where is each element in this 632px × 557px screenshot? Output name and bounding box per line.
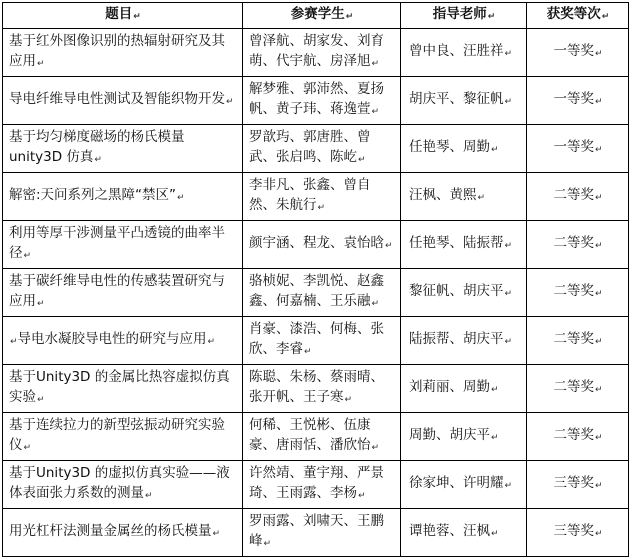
table-row xyxy=(3,413,629,461)
title-text: 导电水凝胶导电性的研究与应用 xyxy=(17,331,207,347)
paragraph-mark: ↵ xyxy=(477,193,486,203)
paragraph-mark: ↵ xyxy=(504,481,513,491)
cell-students xyxy=(243,413,401,461)
title-text: 利用等厚干涉测量平凸透镜的曲率半径 xyxy=(9,225,225,261)
cell-students xyxy=(243,509,401,557)
table-row xyxy=(3,365,629,413)
cell-award xyxy=(527,461,629,509)
cell-title xyxy=(3,461,243,509)
paragraph-mark: ↵ xyxy=(94,155,102,165)
title-text: 基于Unity3D 的虚拟仿真实验——液体表面张力系数的测量 xyxy=(9,465,230,501)
cell-advisors xyxy=(401,317,527,365)
paragraph-mark: ↵ xyxy=(23,443,32,453)
header-students-text: 参赛学生 xyxy=(290,6,345,22)
award-text: 三等奖 xyxy=(553,475,594,491)
paragraph-mark: ↵ xyxy=(491,529,499,539)
advisors-text: 胡庆平、黎征帆 xyxy=(409,91,504,107)
advisors-text: 谭艳蓉、汪枫 xyxy=(409,523,490,539)
cell-award xyxy=(527,413,629,461)
award-text: 二等奖 xyxy=(553,235,594,251)
students-text: 何稀、王悦彬、伍康豪、唐雨恬、潘欣怡 xyxy=(249,417,371,453)
title-text: 基于均匀梯度磁场的杨氏模量unity3D 仿真 xyxy=(9,129,185,165)
students-text: 颜宇涵、程龙、袁怡晗 xyxy=(249,235,384,251)
cell-award xyxy=(527,365,629,413)
cell-title xyxy=(3,77,243,125)
cell-title xyxy=(3,221,243,269)
table-row xyxy=(3,317,629,365)
award-text: 一等奖 xyxy=(553,139,594,155)
paragraph-mark: ↵ xyxy=(594,433,603,443)
title-text: 用光杠杆法测量金属丝的杨氏模量 xyxy=(9,523,212,539)
cell-students xyxy=(243,173,401,221)
advisors-text: 黎征帆、胡庆平 xyxy=(409,283,504,299)
paragraph-mark: ↵ xyxy=(304,347,312,357)
header-award-text: 获奖等次 xyxy=(546,6,601,22)
paragraph-mark: ↵ xyxy=(226,97,234,107)
title-text: 基于Unity3D 的金属比热容虚拟仿真实验 xyxy=(9,369,230,405)
students-text: 罗歆玙、郭唐胜、曾武、张启鸣、陈屹 xyxy=(249,129,371,165)
cell-award xyxy=(527,317,629,365)
table-row xyxy=(3,461,629,509)
title-text: 基于红外图像识别的热辐射研究及其应用 xyxy=(9,33,225,69)
table-row xyxy=(3,221,629,269)
awards-table-container xyxy=(2,2,628,557)
header-students xyxy=(243,3,401,29)
cell-title xyxy=(3,29,243,77)
cell-advisors xyxy=(401,509,527,557)
title-text: 基于连续拉力的新型弦振动研究实验仪 xyxy=(9,417,225,453)
award-text: 二等奖 xyxy=(553,379,594,395)
award-text: 一等奖 xyxy=(553,91,594,107)
advisors-text: 刘莉丽、周勤 xyxy=(409,379,490,395)
paragraph-mark: ↵ xyxy=(504,49,513,59)
cell-award xyxy=(527,125,629,173)
advisors-text: 周勤、胡庆平 xyxy=(409,427,490,443)
cell-advisors xyxy=(401,29,527,77)
paragraph-mark: ↵ xyxy=(594,337,603,347)
paragraph-mark: ↵ xyxy=(371,299,380,309)
paragraph-mark: ↵ xyxy=(37,299,45,309)
title-text: 基于碳纤维导电性的传感装置研究与应用 xyxy=(9,273,225,309)
paragraph-mark: ↵ xyxy=(594,49,603,59)
paragraph-mark: ↵ xyxy=(37,395,45,405)
paragraph-mark: ↵ xyxy=(491,433,499,443)
cell-award xyxy=(527,29,629,77)
cell-title xyxy=(3,365,243,413)
advisors-text: 陆振帮、胡庆平 xyxy=(409,331,504,347)
cell-title xyxy=(3,509,243,557)
paragraph-mark-leading: ↵ xyxy=(10,337,18,347)
paragraph-mark: ↵ xyxy=(601,12,610,22)
cell-award xyxy=(527,173,629,221)
cell-students xyxy=(243,29,401,77)
paragraph-mark: ↵ xyxy=(504,289,513,299)
header-title xyxy=(3,3,243,29)
header-advisors xyxy=(401,3,527,29)
paragraph-mark: ↵ xyxy=(594,241,603,251)
students-text: 解梦雅、郭沛然、夏扬帆、黄子玮、蒋逸萱 xyxy=(249,81,384,117)
table-row xyxy=(3,29,629,77)
table-row xyxy=(3,125,629,173)
paragraph-mark: ↵ xyxy=(23,251,32,261)
paragraph-mark: ↵ xyxy=(594,529,603,539)
paragraph-mark: ↵ xyxy=(487,12,496,22)
award-text: 一等奖 xyxy=(553,43,594,59)
cell-title xyxy=(3,317,243,365)
paragraph-mark: ↵ xyxy=(594,481,603,491)
cell-award xyxy=(527,269,629,317)
award-text: 三等奖 xyxy=(553,523,594,539)
cell-advisors xyxy=(401,413,527,461)
advisors-text: 徐家坤、许明耀 xyxy=(409,475,504,491)
table-row xyxy=(3,269,629,317)
students-text: 陈聪、朱杨、蔡雨晴、张开帆、王子寒 xyxy=(249,369,384,405)
paragraph-mark: ↵ xyxy=(133,12,141,22)
advisors-text: 汪枫、黄熙 xyxy=(409,187,477,203)
paragraph-mark: ↵ xyxy=(263,539,272,549)
awards-table xyxy=(2,2,629,557)
students-text: 李非凡、张鑫、曾自然、朱航行 xyxy=(249,177,371,213)
title-text: 导电纤维导电性测试及智能织物开发 xyxy=(9,91,225,107)
cell-students xyxy=(243,221,401,269)
paragraph-mark: ↵ xyxy=(594,97,603,107)
cell-advisors xyxy=(401,173,527,221)
paragraph-mark: ↵ xyxy=(385,241,393,251)
table-header-row xyxy=(3,3,629,29)
paragraph-mark: ↵ xyxy=(491,385,499,395)
cell-title xyxy=(3,413,243,461)
cell-students xyxy=(243,365,401,413)
cell-title xyxy=(3,125,243,173)
cell-advisors xyxy=(401,125,527,173)
cell-title xyxy=(3,173,243,221)
cell-award xyxy=(527,509,629,557)
table-row xyxy=(3,77,629,125)
advisors-text: 任艳琴、周勤 xyxy=(409,139,490,155)
students-text: 肖豪、漆浩、何梅、张欣、李睿 xyxy=(249,321,384,357)
cell-award xyxy=(527,77,629,125)
paragraph-mark: ↵ xyxy=(145,491,153,501)
award-text: 二等奖 xyxy=(553,187,594,203)
paragraph-mark: ↵ xyxy=(594,385,603,395)
paragraph-mark: ↵ xyxy=(344,395,353,405)
cell-students xyxy=(243,269,401,317)
cell-students xyxy=(243,125,401,173)
cell-students xyxy=(243,317,401,365)
cell-advisors xyxy=(401,365,527,413)
cell-advisors xyxy=(401,221,527,269)
paragraph-mark: ↵ xyxy=(317,203,326,213)
paragraph-mark: ↵ xyxy=(594,193,603,203)
header-advisors-text: 指导老师 xyxy=(432,6,487,22)
award-text: 二等奖 xyxy=(553,331,594,347)
cell-title xyxy=(3,269,243,317)
award-text: 二等奖 xyxy=(553,283,594,299)
header-award xyxy=(527,3,629,29)
paragraph-mark: ↵ xyxy=(371,59,380,69)
paragraph-mark: ↵ xyxy=(371,107,380,117)
paragraph-mark: ↵ xyxy=(504,241,513,251)
paragraph-mark: ↵ xyxy=(491,145,499,155)
cell-students xyxy=(243,77,401,125)
paragraph-mark: ↵ xyxy=(504,97,513,107)
cell-advisors xyxy=(401,269,527,317)
paragraph-mark: ↵ xyxy=(207,337,216,347)
table-body xyxy=(3,29,629,557)
table-row xyxy=(3,509,629,557)
cell-advisors xyxy=(401,77,527,125)
paragraph-mark: ↵ xyxy=(212,529,221,539)
students-text: 骆桢妮、李凯悦、赵鑫鑫、何嘉楠、王乐融 xyxy=(249,273,384,309)
paragraph-mark: ↵ xyxy=(594,289,603,299)
cell-award xyxy=(527,221,629,269)
cell-students xyxy=(243,461,401,509)
cell-advisors xyxy=(401,461,527,509)
paragraph-mark: ↵ xyxy=(177,193,185,203)
paragraph-mark: ↵ xyxy=(371,443,380,453)
advisors-text: 曾中良、汪胜祥 xyxy=(409,43,504,59)
students-text: 曾泽航、胡家发、刘育萌、代宇航、房泽旭 xyxy=(249,33,384,69)
students-text: 罗雨露、刘啸天、王鹏峰 xyxy=(249,513,384,549)
advisors-text: 任艳琴、陆振帮 xyxy=(409,235,504,251)
paragraph-mark: ↵ xyxy=(345,12,354,22)
table-row xyxy=(3,173,629,221)
header-title-text: 题目 xyxy=(105,6,133,22)
paragraph-mark: ↵ xyxy=(594,145,603,155)
award-text: 二等奖 xyxy=(553,427,594,443)
students-text: 许然靖、董宇翔、严景琦、王雨露、李杨 xyxy=(249,465,384,501)
paragraph-mark: ↵ xyxy=(504,337,513,347)
paragraph-mark: ↵ xyxy=(358,155,366,165)
title-text: 解密:天问系列之黑障“禁区” xyxy=(9,187,177,203)
paragraph-mark: ↵ xyxy=(358,491,366,501)
paragraph-mark: ↵ xyxy=(37,59,45,69)
